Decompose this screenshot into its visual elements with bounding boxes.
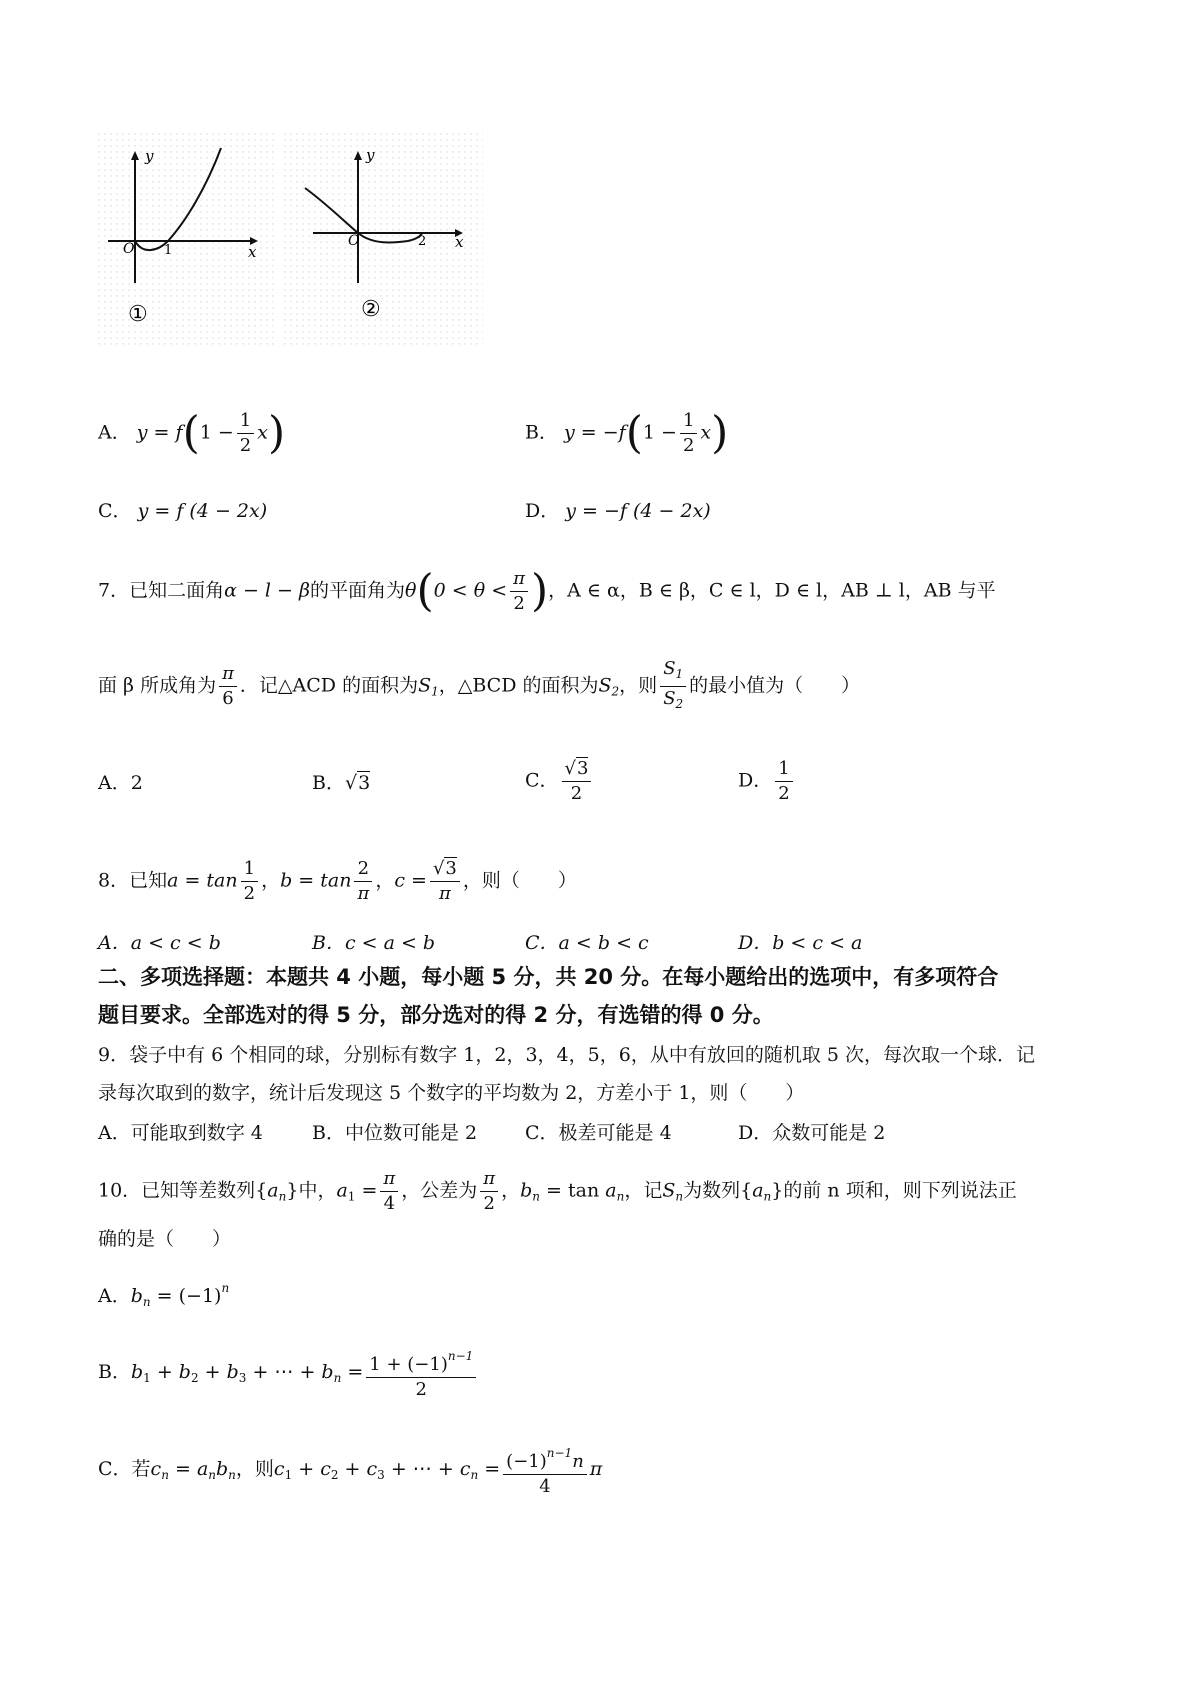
q10-intro: 10．已知等差数列 [98, 1179, 256, 1202]
q8-option-a [98, 930, 221, 956]
q6-option-b: B． y = −f(1 − $\frac{1}{2}$ x) [525, 407, 729, 459]
q8-a-def: a = tan [167, 869, 238, 892]
q10-mid6: 的前 n 项和，则下列说法正 [783, 1179, 1017, 1202]
q8-option-d-text: D．b < c < a [738, 932, 863, 954]
q7-stem-line1: 7．已知二面角α − l − β的平面角为θ(0 < θ < $\frac{\pi}{2}$ )，A ∈ α，B ∈ β，C ∈ l，D ∈ l，AB ⊥ l，AB 与平 [98, 565, 996, 617]
q10-option-c-then: ，则 [235, 1458, 274, 1480]
q7-option-d: D． $\frac{1}{2}$ [738, 758, 796, 805]
graph2-caption: ② [361, 297, 381, 322]
q10-mid4: ，记 [624, 1179, 663, 1202]
q8-option-c [525, 930, 649, 956]
q7-option-c: C． $\frac{√3}{2}$ [525, 758, 594, 805]
option-d-text: y = −f (4 − 2x) [565, 500, 711, 522]
function-graphs-figure [98, 133, 483, 349]
graph1-caption: ① [128, 302, 148, 327]
q7-option-b: B．√3 [312, 772, 371, 794]
q10-stem-line2: 确的是（ ） [98, 1228, 232, 1250]
q7-option-d-label: D． [738, 769, 773, 792]
graph2-origin-label: O [348, 233, 360, 249]
q7-angle-text: 面 β 所成角为 [98, 674, 217, 697]
q8-intro: 8．已知 [98, 869, 168, 892]
q10-mid5: 为数列 [683, 1179, 741, 1202]
q7-option-a [98, 770, 143, 796]
q10-mid1: 中， [298, 1179, 337, 1202]
q7-area1-text: ．记△ACD 的面积为 [239, 674, 419, 697]
q10-mid2: ，公差为 [401, 1179, 478, 1202]
q6-option-d [525, 498, 711, 524]
q8-tail: ，则（ ） [462, 869, 577, 892]
q9-stem-line2: 录每次取到的数字，统计后发现这 5 个数字的平均数为 2，方差小于 1，则（ ） [98, 1082, 805, 1104]
graph1-y-label: y [145, 147, 154, 165]
graph1-origin-label: O [123, 241, 135, 257]
option-d-prefix: D． [525, 500, 560, 522]
option-b-prefix: B． [525, 421, 558, 444]
section2-heading-line2: 题目要求。全部选对的得 5 分，部分选对的得 2 分，有选错的得 0 分。 [98, 1003, 774, 1027]
q10-option-b-label: B． [98, 1361, 131, 1383]
q7-option-a-text: A．2 [98, 772, 143, 794]
q10-option-c: C．若$c_n = a_nb_n$，则$c_1 + c_2 + c_3$ + ⋯ + $c_n$ = $\frac{(-1)^{n-1}n}{4}$ π [98, 1442, 602, 1498]
graph1-tick-label: 1 [164, 243, 173, 258]
q7-option-b-label: B． [312, 772, 345, 794]
q7-then-text: ，则 [619, 674, 658, 697]
q8-b-def: b = tan [280, 869, 352, 892]
q10-option-a-label: A． [98, 1285, 131, 1307]
q7-stem-line2: 面 β 所成角为 $\frac{\pi}{6}$ ．记△ACD 的面积为$S_1$，△BCD 的面积为$S_2$，则 $\frac{S_1}{S_2}$ 的最小值为（ ） [98, 658, 861, 711]
option-a-prefix: A． [98, 421, 131, 444]
q8-option-a-text: A．a < c < b [98, 932, 221, 954]
section2-heading-line1: 二、多项选择题：本题共 4 小题，每小题 5 分，共 20 分。在每小题给出的选项中，有多项符合 [98, 965, 999, 989]
option-c-prefix: C． [98, 500, 132, 522]
q7-option-c-label: C． [525, 769, 559, 792]
q9-option-b: B．中位数可能是 2 [312, 1122, 478, 1144]
graph2-y-label: y [366, 146, 375, 164]
graph1-x-label: x [248, 243, 257, 261]
q6-option-a: A． y = f(1 − $\frac{1}{2}$ x) [98, 407, 286, 459]
q9-option-c: C．极差可能是 4 [525, 1122, 672, 1144]
q8-option-d [738, 930, 862, 956]
option-c-text: y = f (4 − 2x) [137, 500, 268, 522]
q7-mid1: 的平面角为 [309, 579, 405, 602]
graph2-tick-label: 2 [418, 234, 427, 249]
q7-dihedral: α − l − β [224, 579, 310, 602]
q10-option-c-label: C．若 [98, 1458, 151, 1480]
q8-c-def: c = [394, 869, 427, 892]
q9-option-d: D．众数可能是 2 [738, 1122, 886, 1144]
q10-stem-line1: 10．已知等差数列$\{a_n\}$中，$a_1$ = $\frac{\pi}{4}$ ，公差为 $\frac{\pi}{2}$ ，$b_n = \tan a_n$，记$S_n$为数列$\{a_n\}$的前 n 项和，则下列说法正 [98, 1168, 1017, 1214]
q7-area2-text: ，△BCD 的面积为 [438, 674, 599, 697]
q8-option-b-text: B．c < a < b [312, 932, 436, 954]
graph2-x-label: x [455, 233, 464, 251]
q10-option-b: B．$b_1 + b_2 + b_3$ + ⋯ + $b_n$ = $\frac{1 + (-1)^{n-1}}{2}$ [98, 1345, 479, 1401]
q9-stem-line1: 9．袋子中有 6 个相同的球，分别标有数字 1，2，3，4，5，6，从中有放回的随机取 5 次，每次取一个球．记 [98, 1044, 1035, 1066]
q10-option-a: A．$b_n = (-1)^n$ [98, 1281, 230, 1309]
q7-conditions: ，A ∈ α，B ∈ β，C ∈ l，D ∈ l，AB ⊥ l，AB 与平 [548, 579, 996, 602]
q7-min-text: 的最小值为（ ） [689, 674, 861, 697]
q8-stem: 8．已知a = tan $\frac{1}{2}$ ，b = tan $\frac{2}{\pi}$ ，c = $\frac{√3}{\pi}$ ，则（ ） [98, 858, 577, 904]
q8-option-c-text: C．a < b < c [525, 932, 649, 954]
q9-option-a: A．可能取到数字 4 [98, 1122, 263, 1144]
q6-option-c [98, 498, 267, 524]
q10-mid3: ， [501, 1179, 521, 1202]
q7-intro: 7．已知二面角 [98, 579, 225, 602]
q7-theta-cond: 0 < θ < [433, 579, 508, 602]
q8-option-b [312, 930, 435, 956]
